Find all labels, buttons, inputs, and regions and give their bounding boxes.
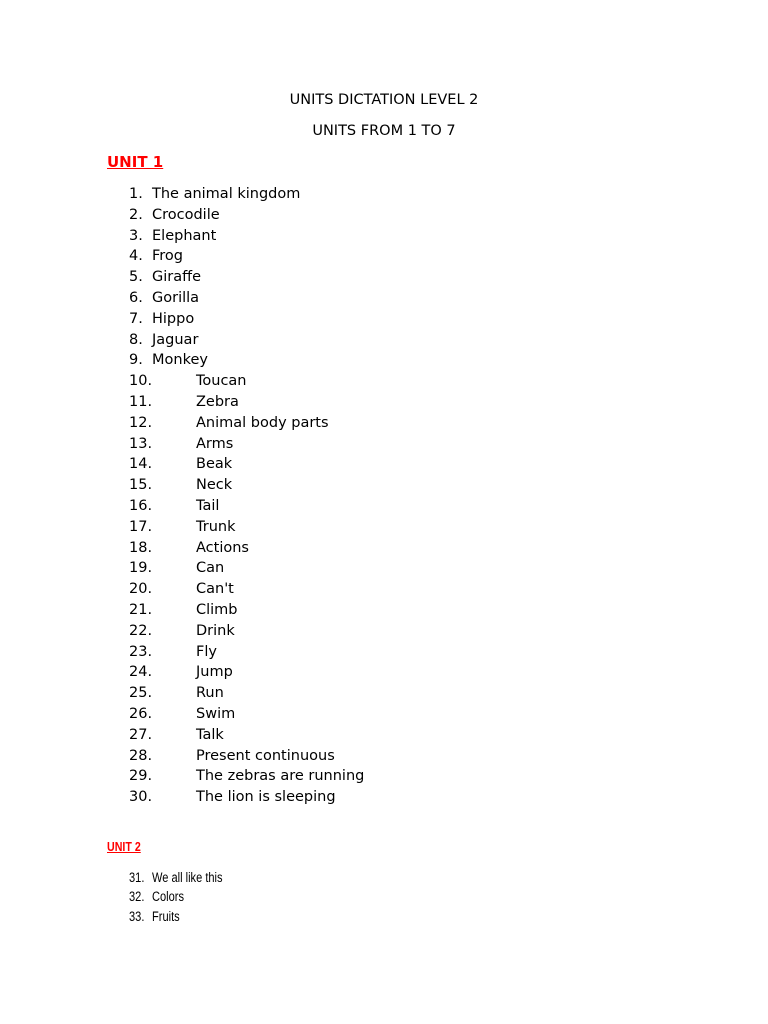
list-item-text: Actions (196, 539, 249, 556)
list-item-number: 30. (129, 789, 153, 806)
list-item-text: Talk (196, 726, 224, 743)
list-item-text: The zebras are running (196, 768, 365, 785)
list-item-number: 15. (129, 477, 153, 494)
list-item-text: Frog (152, 248, 184, 265)
list-item-number: 3. (129, 227, 143, 244)
list-item-number: 8. (129, 331, 143, 348)
list-item-number: 14. (129, 456, 153, 473)
list-item-text: The lion is sleeping (196, 789, 336, 806)
list-item-number: 25. (129, 685, 153, 702)
list-item-text: Trunk (196, 518, 236, 535)
list-item-number: 22. (129, 622, 153, 639)
list-item-number: 26. (129, 705, 153, 722)
list-item-text: Gorilla (152, 289, 200, 306)
list-item-text: Jaguar (152, 331, 199, 348)
list-item-number: 16. (129, 497, 153, 514)
list-item-number: 29. (129, 768, 153, 785)
list-item-number: 5. (129, 269, 143, 286)
document-subtitle: UNITS FROM 1 TO 7 (312, 123, 456, 139)
list-item-number: 2. (129, 206, 143, 223)
list-item-text: Arms (196, 435, 234, 452)
list-item-number: 12. (129, 414, 153, 431)
unit-1-heading: UNIT 1 (107, 153, 164, 171)
list-item-number: 28. (129, 747, 153, 764)
list-item-text: Can (196, 560, 225, 577)
list-item-text: Colors (152, 889, 184, 905)
list-item-text: Fly (196, 643, 217, 660)
list-item-text: Beak (196, 456, 233, 473)
list-item-number: 27. (129, 726, 153, 743)
list-item-number: 19. (129, 560, 153, 577)
list-item-number: 32. (129, 889, 145, 905)
list-item-text: Climb (196, 601, 238, 618)
list-item-text: Jump (196, 664, 233, 681)
list-item-number: 10. (129, 373, 153, 390)
list-item-number: 17. (129, 518, 153, 535)
list-item-number: 6. (129, 289, 143, 306)
list-item-text: Run (196, 685, 224, 702)
list-item-text: Present continuous (196, 747, 335, 764)
list-item-number: 7. (129, 310, 143, 327)
list-item-number: 1. (129, 186, 143, 202)
list-item-text: Fruits (152, 908, 180, 924)
list-item-number: 31. (129, 870, 145, 885)
list-item-text: Tail (196, 497, 220, 514)
list-item-number: 20. (129, 581, 153, 598)
list-item-text: We all like this (152, 870, 223, 885)
list-item-number: 21. (129, 601, 153, 618)
list-item-text: Hippo (152, 310, 195, 327)
list-item-text: Neck (196, 477, 233, 494)
list-item-text: Drink (196, 622, 235, 639)
list-item-text: Giraffe (152, 269, 202, 286)
list-item-text: Animal body parts (196, 414, 329, 431)
list-item-number: 11. (129, 393, 153, 410)
list-item-number: 24. (129, 664, 153, 681)
list-item-text: The animal kingdom (152, 186, 301, 202)
list-item-text: Monkey (152, 352, 208, 369)
document-title: UNITS DICTATION LEVEL 2 (289, 92, 479, 108)
list-item-text: Zebra (196, 393, 239, 410)
list-item-number: 33. (129, 908, 145, 924)
list-item-text: Crocodile (152, 206, 220, 223)
list-item-text: Can't (196, 581, 234, 598)
list-item-number: 9. (129, 352, 143, 369)
list-item-number: 23. (129, 643, 153, 660)
list-item-number: 4. (129, 248, 143, 265)
list-item-text: Elephant (152, 227, 217, 244)
unit-2-heading: UNIT 2 (107, 839, 141, 854)
list-item-text: Swim (196, 705, 236, 722)
list-item-number: 18. (129, 539, 153, 556)
list-item-number: 13. (129, 435, 153, 452)
list-item-text: Toucan (196, 373, 247, 390)
